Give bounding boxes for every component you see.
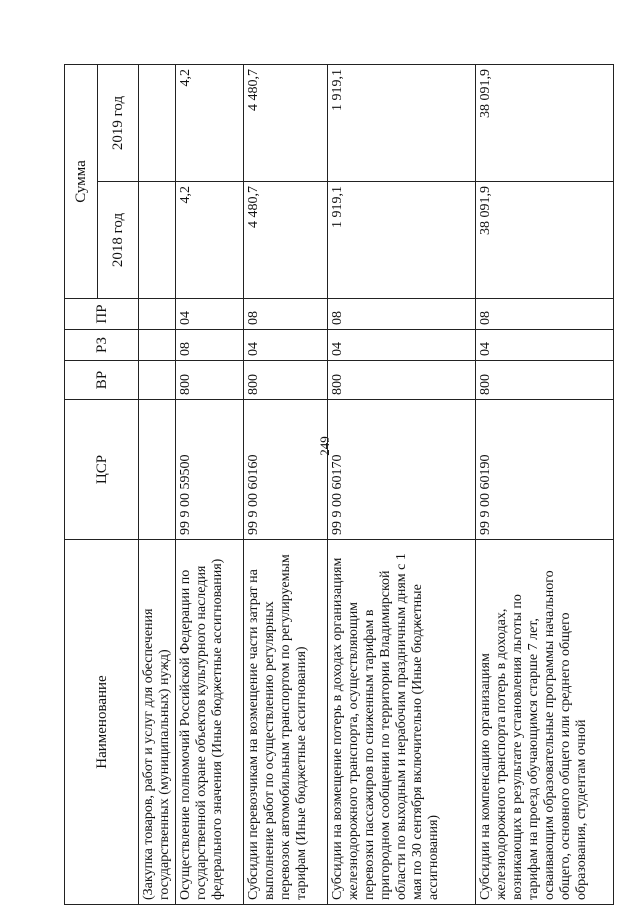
row-vr (139, 361, 176, 400)
table-row (176, 64, 244, 904)
row-2019: 4,2 (176, 64, 244, 181)
row-2018: 1 919,1 (328, 182, 476, 299)
row-2019: 1 919,1 (328, 64, 476, 181)
row-pr: 08 (328, 299, 476, 330)
row-rz: 04 (328, 330, 476, 361)
header-2018: 2018 год (98, 182, 139, 299)
row-rz: 08 (176, 330, 244, 361)
row-vr: 800 (244, 361, 328, 400)
row-2019: 4 480,7 (244, 64, 328, 181)
row-2018 (139, 182, 176, 299)
row-pr: 08 (476, 299, 614, 330)
row-vr: 800 (176, 361, 244, 400)
header-rz: РЗ (65, 330, 139, 361)
header-2019: 2019 год (98, 64, 139, 181)
row-2018: 4 480,7 (244, 182, 328, 299)
row-pr: 04 (176, 299, 244, 330)
row-pr: 08 (244, 299, 328, 330)
row-vr: 800 (328, 361, 476, 400)
row-2018: 4,2 (176, 182, 244, 299)
row-name: (Закупка товаров, работ и услуг для обеспечения государственных (муниципальных) нужд) (139, 540, 176, 905)
row-csr: 99 9 00 60160 (244, 400, 328, 540)
row-csr: 99 9 00 60170 (328, 400, 476, 540)
header-name: Наименование (65, 540, 139, 905)
table-row (139, 64, 176, 904)
table-row (244, 64, 328, 904)
budget-table (64, 64, 614, 905)
row-name: Субсидии перевозчикам на возмещение части затрат на выполнение работ по осуществлению регулярных перевозок автомобильным транспортом по регулируемым тарифам (Иные бюджетные ассигнования) (244, 540, 328, 905)
header-vr: ВР (65, 361, 139, 400)
row-vr: 800 (476, 361, 614, 400)
row-csr: 99 9 00 60190 (476, 400, 614, 540)
row-csr (139, 400, 176, 540)
row-name: Субсидии на возмещение потерь в доходах организациям железнодорожного транспорта, осуществляющим перевозки пассажиров по сниженным тарифам в пригородном сообщении по территории Владимирской области по выходным и нерабочим праздничным дням с 1 мая по 30 сентября включительно (Иные бюджетные ассигнования) (328, 540, 476, 905)
header-csr: ЦСР (65, 400, 139, 540)
row-name: Субсидии на компенсацию организациям железнодорожного транспорта потерь в доходах, возникающих в результате установления льготы по тарифам на проезд обучающимся старше 7 лет, осваивающим образовательные программы начального общего, основного общего или среднего общего образования, студентам очной (476, 540, 614, 905)
header-pr: ПР (65, 299, 139, 330)
page-number: 249 (317, 436, 332, 456)
table-row (328, 64, 476, 904)
row-rz: 04 (244, 330, 328, 361)
row-2019: 38 091,9 (476, 64, 614, 181)
row-2018: 38 091,9 (476, 182, 614, 299)
row-pr (139, 299, 176, 330)
table-row (476, 64, 614, 904)
row-name: Осуществление полномочий Российской Федерации по государственной охране объектов культурного наследия федерального значения (Иные бюджетные ассигнования) (176, 540, 244, 905)
row-csr: 99 9 00 59500 (176, 400, 244, 540)
header-row (65, 64, 98, 904)
rotated-page-content (64, 65, 614, 905)
row-2019 (139, 64, 176, 181)
row-rz: 04 (476, 330, 614, 361)
header-sum: Сумма (65, 64, 98, 298)
row-rz (139, 330, 176, 361)
